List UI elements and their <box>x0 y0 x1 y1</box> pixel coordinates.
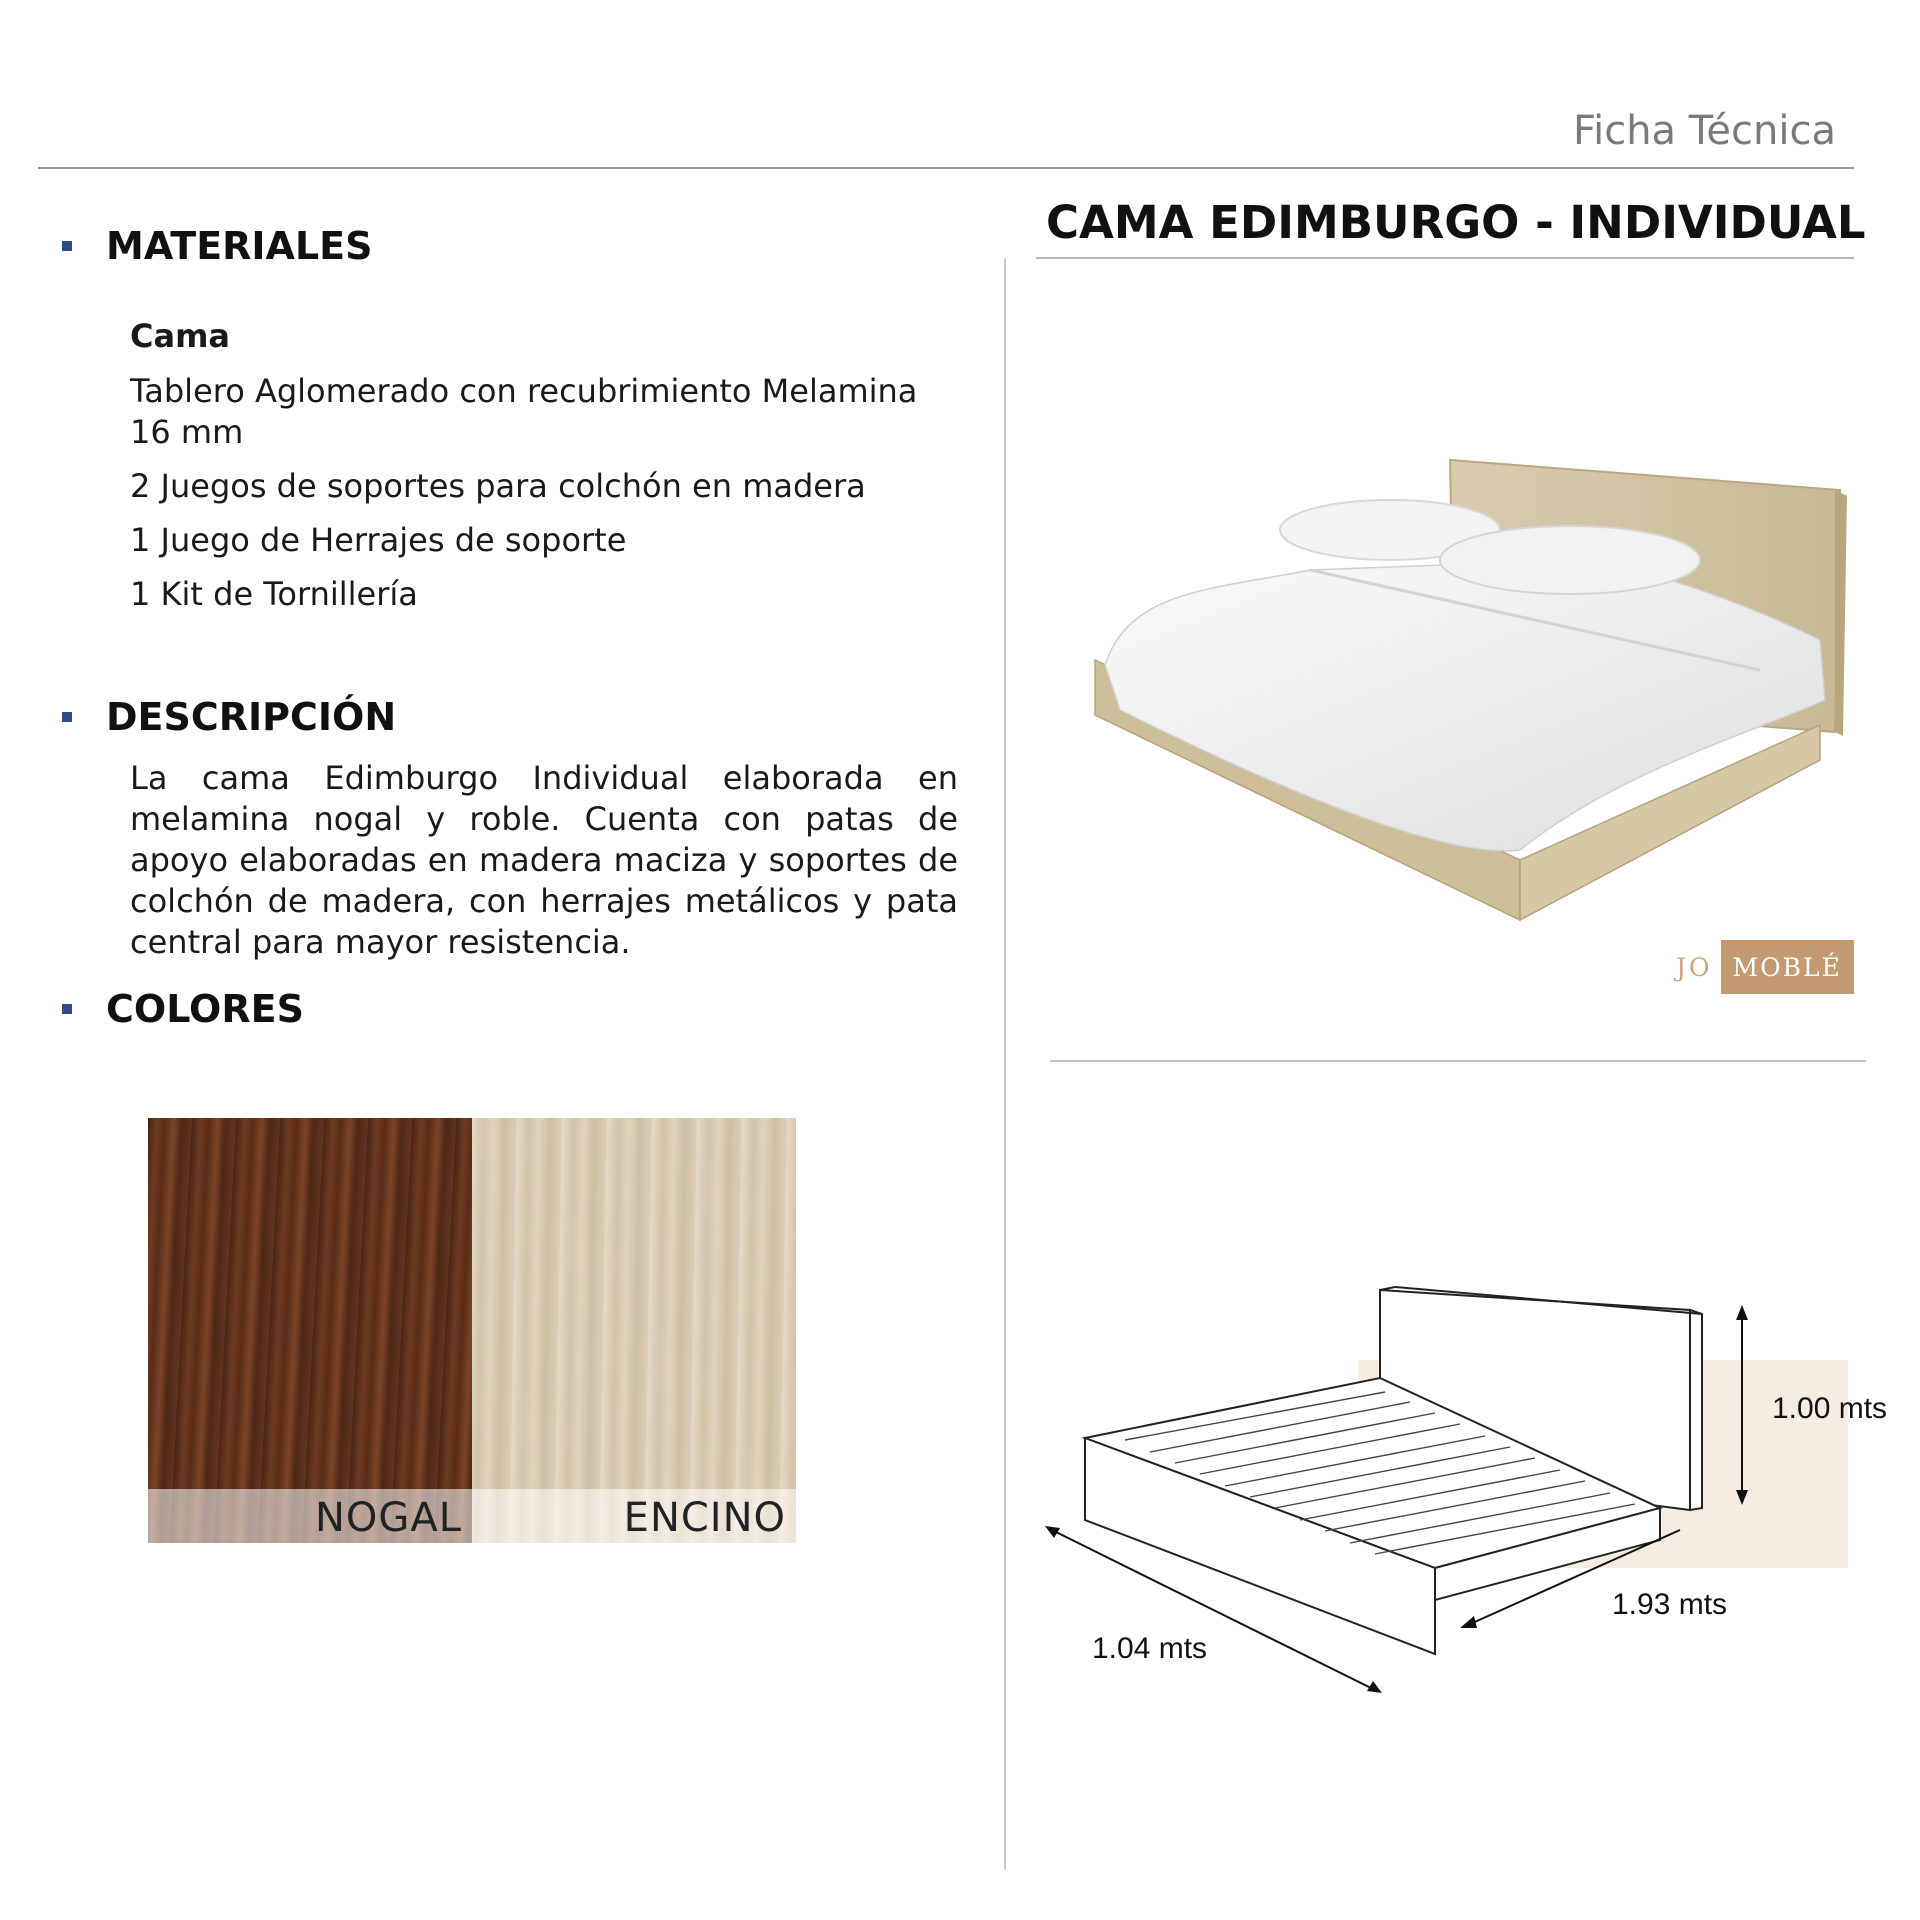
descripcion-text: La cama Edimburgo Individual elaborada en melamina nogal y roble. Cuenta con patas de apoyo elaboradas en madera maciza y soportes de colchón de madera, con herrajes metálicos y pata central para mayor resistencia. <box>130 759 958 961</box>
page-header-title: Ficha Técnica <box>1573 108 1836 154</box>
section-divider <box>1050 1060 1866 1062</box>
section-title: DESCRIPCIÓN <box>106 695 397 739</box>
logo-text-moble: MOBLÉ <box>1721 940 1854 994</box>
bed-render-image <box>1060 440 1860 930</box>
section-title: COLORES <box>106 987 304 1031</box>
materiales-subtitle: Cama <box>130 317 231 355</box>
swatch-label: ENCINO <box>623 1495 786 1541</box>
section-bullet-icon <box>62 1004 72 1014</box>
section-title: MATERIALES <box>106 224 373 268</box>
list-item: 1 Kit de Tornillería <box>130 575 418 613</box>
color-swatches <box>148 1118 796 1543</box>
dimension-width-label: 1.04 mts <box>1092 1632 1208 1665</box>
dimension-length-label: 1.93 mts <box>1612 1588 1728 1621</box>
product-title: CAMA EDIMBURGO - INDIVIDUAL <box>1046 196 1866 249</box>
list-item: 2 Juegos de soportes para colchón en madera <box>130 467 866 505</box>
brand-logo <box>1668 940 1854 994</box>
logo-text-jo: JO <box>1676 952 1713 982</box>
section-descripcion-heading <box>0 695 396 739</box>
section-bullet-icon <box>62 241 72 251</box>
section-colores-heading <box>0 987 304 1031</box>
list-item: Tablero Aglomerado con recubrimiento Melamina 16 mm <box>130 372 918 451</box>
column-divider <box>1004 258 1006 1870</box>
dimension-height-label: 1.00 mts <box>1772 1392 1888 1425</box>
section-materiales-heading <box>0 224 373 268</box>
title-divider <box>1036 257 1854 259</box>
list-item: 1 Juego de Herrajes de soporte <box>130 521 627 559</box>
swatch-label: NOGAL <box>314 1495 462 1541</box>
swatch-encino <box>472 1118 796 1543</box>
swatch-nogal <box>148 1118 472 1543</box>
materiales-list <box>130 316 960 628</box>
section-bullet-icon <box>62 712 72 722</box>
header-divider <box>38 167 1854 169</box>
